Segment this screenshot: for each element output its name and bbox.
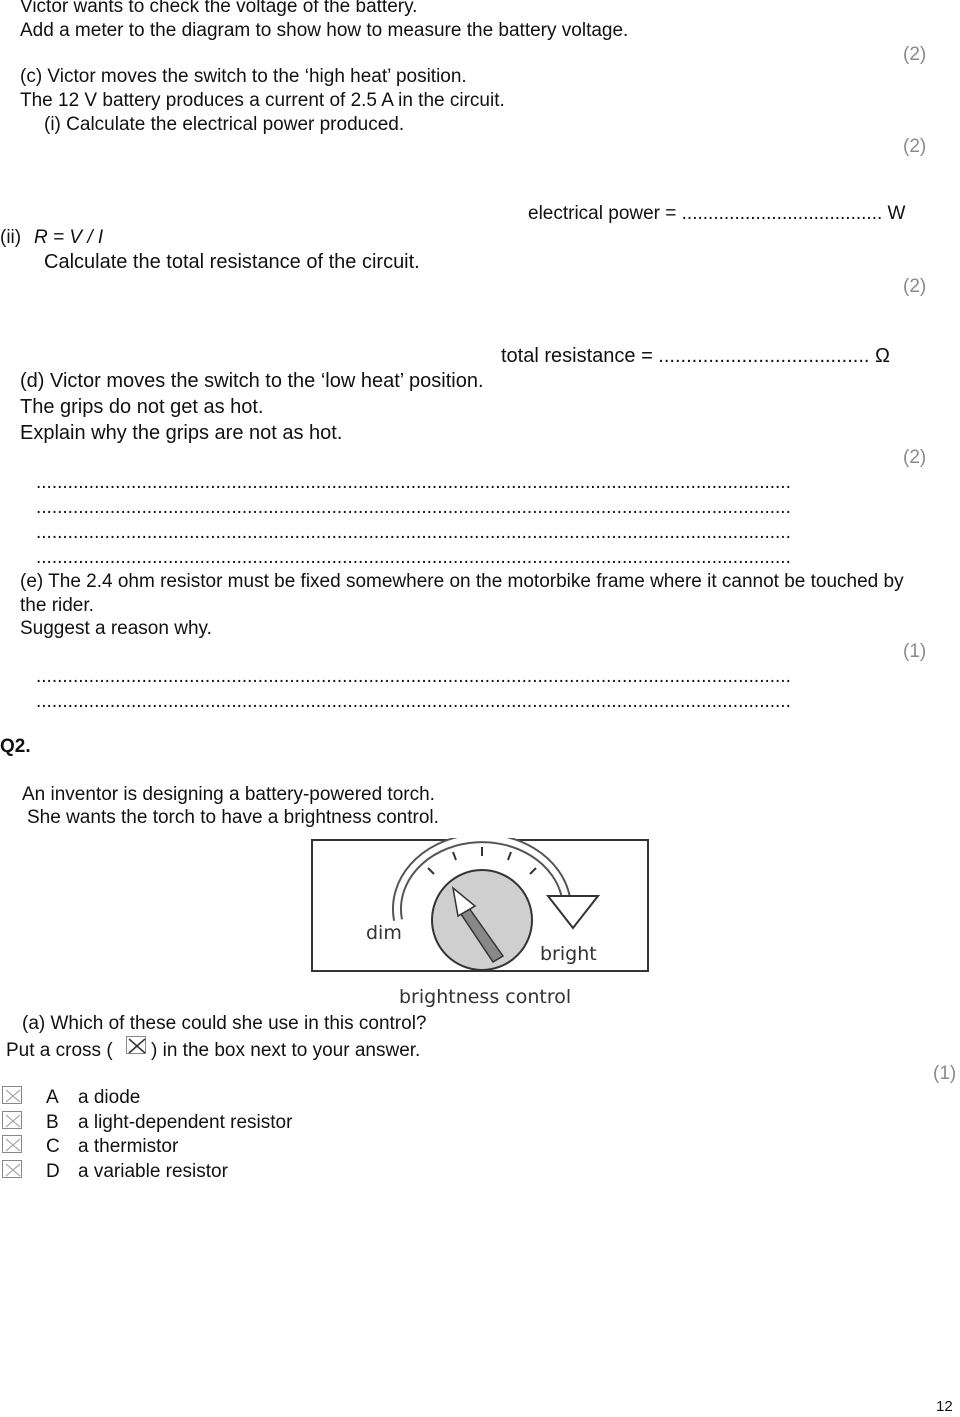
mark-allocation: (2)	[903, 447, 927, 468]
option-d-checkbox[interactable]	[2, 1160, 22, 1178]
question-e-text: Suggest a reason why.	[20, 618, 212, 639]
question-e-text: the rider.	[20, 595, 94, 616]
option-letter: A	[46, 1087, 59, 1108]
question-d-text: The grips do not get as hot.	[20, 396, 264, 418]
question-d-text: (d) Victor moves the switch to the ‘low heat’ position.	[20, 370, 484, 392]
option-text: a variable resistor	[78, 1161, 228, 1182]
question-d-text: Explain why the grips are not as hot.	[20, 422, 343, 444]
q1-instruction-line: Victor wants to check the voltage of the battery.	[20, 0, 418, 17]
label-bright: bright	[540, 943, 597, 965]
question-c-i-text: (i) Calculate the electrical power produced.	[44, 114, 405, 135]
option-b-checkbox[interactable]	[2, 1111, 22, 1129]
question-intro: An inventor is designing a battery-powered torch.	[22, 784, 435, 805]
brightness-control-diagram	[310, 838, 650, 1008]
cross-box-example-icon	[126, 1036, 146, 1054]
mark-allocation: (2)	[903, 44, 927, 65]
mark-allocation: (2)	[903, 276, 927, 297]
q1-instruction-line: Add a meter to the diagram to show how to measure the battery voltage.	[20, 20, 629, 41]
option-letter: B	[46, 1112, 59, 1133]
option-letter: D	[46, 1161, 60, 1182]
answer-dotted-line[interactable]: ...............................................................................................................................................	[36, 547, 791, 568]
option-letter: C	[46, 1136, 60, 1157]
label-dim: dim	[366, 922, 402, 944]
option-text: a diode	[78, 1087, 141, 1108]
formula: R = V / I	[34, 227, 104, 248]
question-intro: She wants the torch to have a brightness control.	[27, 807, 439, 828]
mark-allocation: (1)	[903, 641, 927, 662]
option-text: a thermistor	[78, 1136, 179, 1157]
option-a-checkbox[interactable]	[2, 1086, 22, 1104]
question-a-text: (a) Which of these could she use in this control?	[22, 1013, 427, 1034]
mark-allocation: (2)	[903, 136, 927, 157]
option-text: a light-dependent resistor	[78, 1112, 293, 1133]
answer-dotted-line[interactable]: ...............................................................................................................................................	[36, 497, 791, 518]
diagram-caption: brightness control	[399, 986, 572, 1008]
answer-line-resistance[interactable]: total resistance = ...................................... Ω	[501, 345, 890, 367]
question-c-text: (c) Victor moves the switch to the ‘high heat’ position.	[20, 66, 467, 87]
page-number: 12	[936, 1398, 953, 1415]
question-c-ii-text: Calculate the total resistance of the circuit.	[44, 251, 420, 273]
answer-dotted-line[interactable]: ...............................................................................................................................................	[36, 522, 791, 543]
answer-dotted-line[interactable]: ...............................................................................................................................................	[36, 666, 791, 687]
question-e-text: (e) The 2.4 ohm resistor must be fixed somewhere on the motorbike frame where it cannot be touched by	[20, 571, 904, 592]
answer-dotted-line[interactable]: ...............................................................................................................................................	[36, 472, 791, 493]
instruction-post: ) in the box next to your answer.	[151, 1040, 421, 1061]
dial-knob	[432, 870, 532, 970]
question-c-ii-label: (ii)	[0, 227, 22, 248]
answer-line-power[interactable]: electrical power = ...................................... W	[528, 203, 906, 224]
instruction-pre: Put a cross (	[6, 1040, 113, 1061]
answer-dotted-line[interactable]: ...............................................................................................................................................	[36, 691, 791, 712]
option-c-checkbox[interactable]	[2, 1135, 22, 1153]
mark-allocation: (1)	[933, 1063, 957, 1084]
question-c-text: The 12 V battery produces a current of 2.5 A in the circuit.	[20, 90, 505, 111]
question-heading: Q2.	[0, 736, 31, 757]
